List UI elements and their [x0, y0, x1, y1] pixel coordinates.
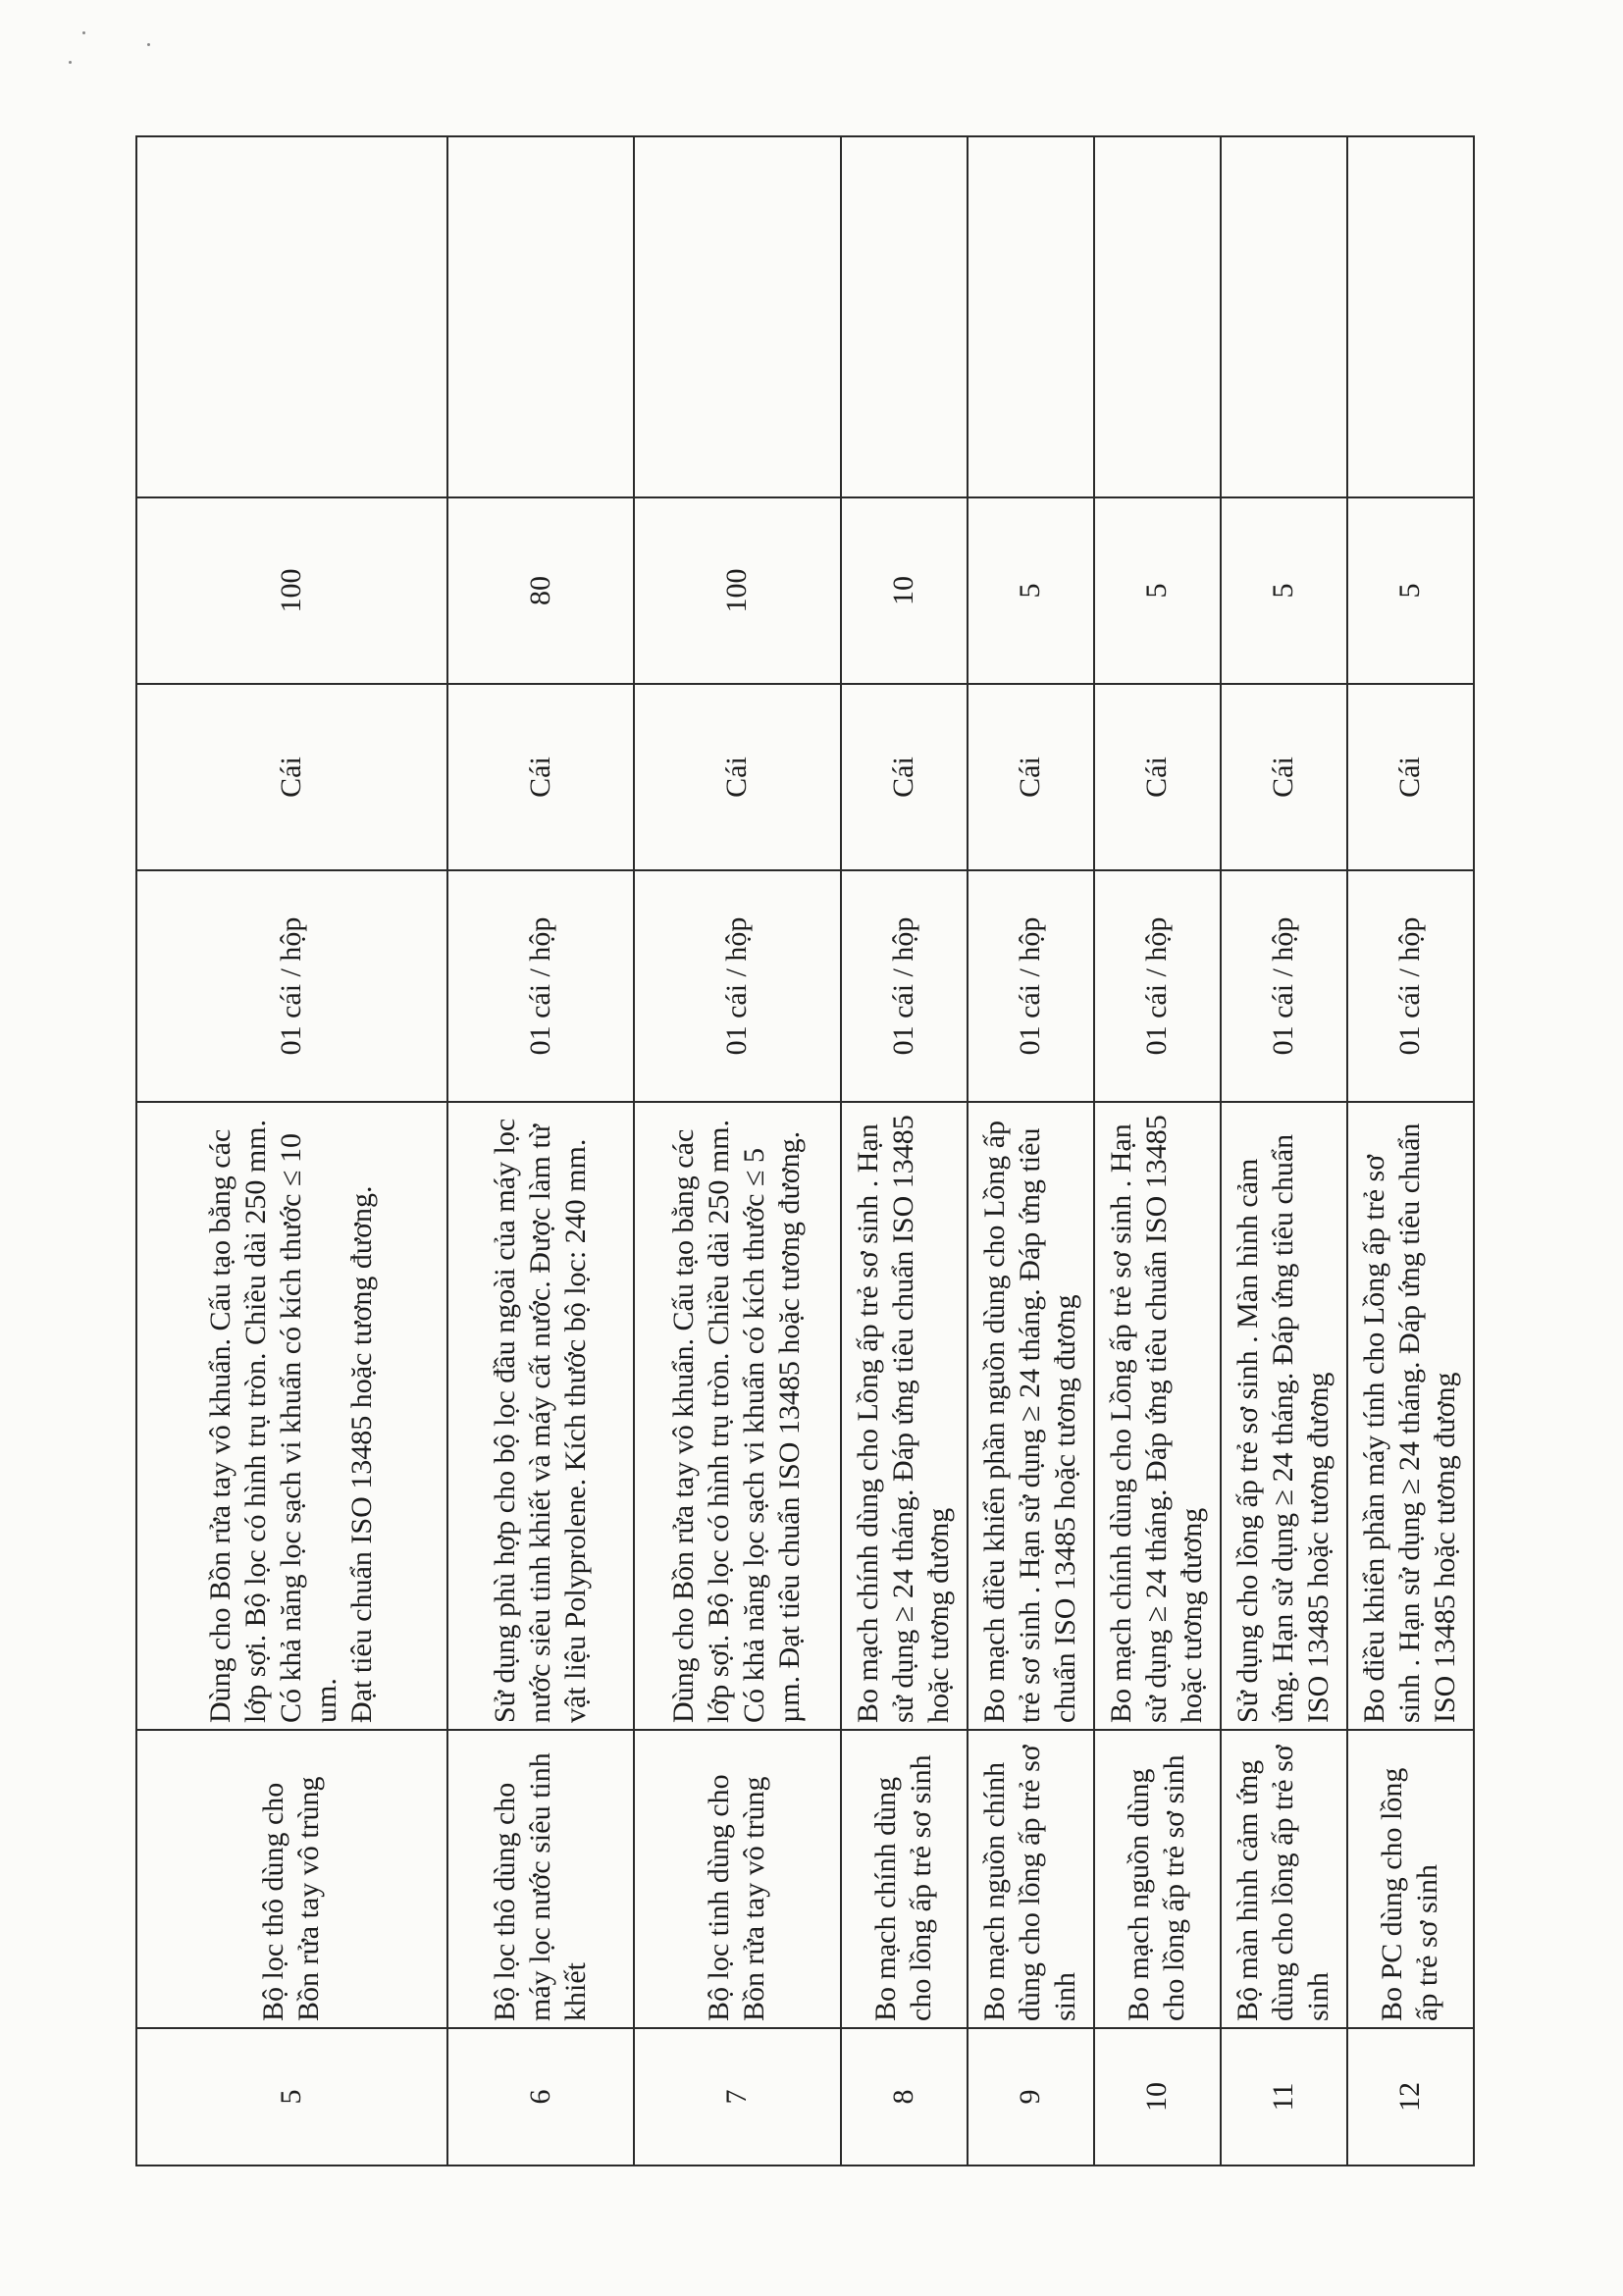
item-name: Bo mạch chính dùng cho lồng ấp trẻ sơ sinh — [841, 1730, 968, 2028]
item-name: Bộ màn hình cảm ứng dùng cho lồng ấp trẻ sơ sinh — [1221, 1730, 1347, 2028]
unit: Cái — [136, 684, 447, 870]
table-row — [841, 136, 968, 2166]
item-name: Bo PC dùng cho lồng ấp trẻ sơ sinh — [1347, 1730, 1474, 2028]
table-row — [447, 136, 634, 2166]
item-description — [447, 1102, 634, 1730]
quantity: 100 — [136, 497, 447, 684]
packaging: 01 cái / hộp — [1094, 870, 1221, 1102]
unit: Cái — [1221, 684, 1347, 870]
quantity: 10 — [841, 497, 968, 684]
description-paragraph: Bo điều khiển phần máy tính cho Lồng ấp trẻ sơ sinh . Hạn sử dụng ≥ 24 tháng. Đáp ứng tiêu chuẩn ISO 13485 hoặc tương đương — [1358, 1122, 1462, 1723]
row-number: 9 — [968, 2028, 1094, 2166]
table-row — [1094, 136, 1221, 2166]
packaging: 01 cái / hộp — [968, 870, 1094, 1102]
description-paragraph: Bo mạch chính dùng cho Lồng ấp trẻ sơ sinh . Hạn sử dụng ≥ 24 tháng. Đáp ứng tiêu chuẩn ISO 13485 hoặc tương đương — [852, 1115, 956, 1723]
note — [968, 136, 1094, 497]
specification-table — [135, 135, 1475, 2166]
note — [841, 136, 968, 497]
packaging: 01 cái / hộp — [1347, 870, 1474, 1102]
description-paragraph: Dùng cho Bồn rửa tay vô khuẩn. Cấu tạo bằng các lớp sợi. Bộ lọc có hình trụ tròn. Chiều dài 250 mm. Có khả năng lọc sạch vi khuẩn có kích thước ≤ 10 um. — [204, 1119, 343, 1723]
table-body — [136, 136, 1474, 2166]
item-name: Bo mạch nguồn dùng cho lồng ấp trẻ sơ sinh — [1094, 1730, 1221, 2028]
unit: Cái — [1094, 684, 1221, 870]
note — [447, 136, 634, 497]
table-row — [136, 136, 447, 2166]
row-number: 11 — [1221, 2028, 1347, 2166]
unit: Cái — [841, 684, 968, 870]
description-paragraph: Dùng cho Bồn rửa tay vô khuẩn. Cấu tạo bằng các lớp sợi. Bộ lọc có hình trụ tròn. Chiều dài 250 mm. Có khả năng lọc sạch vi khuẩn có kích thước ≤ 5 µm. Đạt tiêu chuẩn ISO 13485 hoặc tương đương. — [667, 1119, 807, 1723]
row-number: 10 — [1094, 2028, 1221, 2166]
item-description — [1221, 1102, 1347, 1730]
note — [136, 136, 447, 497]
quantity: 80 — [447, 497, 634, 684]
quantity: 5 — [1221, 497, 1347, 684]
quantity: 5 — [1094, 497, 1221, 684]
description-paragraph: Bo mạch điều khiển phần nguồn dùng cho Lồng ấp trẻ sơ sinh . Hạn sử dụng ≥ 24 tháng. Đáp ứng tiêu chuẩn ISO 13485 hoặc tương đương — [978, 1120, 1082, 1723]
scan-speck — [147, 43, 150, 46]
unit: Cái — [968, 684, 1094, 870]
row-number: 7 — [634, 2028, 841, 2166]
item-description — [841, 1102, 968, 1730]
unit: Cái — [634, 684, 841, 870]
item-description — [634, 1102, 841, 1730]
row-number: 6 — [447, 2028, 634, 2166]
packaging: 01 cái / hộp — [841, 870, 968, 1102]
packaging: 01 cái / hộp — [447, 870, 634, 1102]
unit: Cái — [447, 684, 634, 870]
note — [1221, 136, 1347, 497]
packaging: 01 cái / hộp — [136, 870, 447, 1102]
packaging: 01 cái / hộp — [634, 870, 841, 1102]
table-row — [1347, 136, 1474, 2166]
packaging: 01 cái / hộp — [1221, 870, 1347, 1102]
row-number: 8 — [841, 2028, 968, 2166]
description-paragraph: Sử dụng cho lồng ấp trẻ sơ sinh . Màn hình cảm ứng. Hạn sử dụng ≥ 24 tháng. Đáp ứng tiêu chuẩn ISO 13485 hoặc tương đương — [1231, 1133, 1335, 1723]
item-name: Bộ lọc thô dùng cho máy lọc nước siêu tinh khiết — [447, 1730, 634, 2028]
description-paragraph: Đạt tiêu chuẩn ISO 13485 hoặc tương đương. — [345, 1185, 379, 1723]
rotated-page — [135, 137, 1475, 2166]
item-description — [1094, 1102, 1221, 1730]
quantity: 5 — [1347, 497, 1474, 684]
row-number: 12 — [1347, 2028, 1474, 2166]
scan-speck — [69, 61, 72, 64]
scan-speck — [82, 31, 85, 34]
description-paragraph: Sử dụng phù hợp cho bộ lọc đầu ngoài của máy lọc nước siêu tinh khiết và máy cất nước. Được làm từ vật liệu Polyprolene. Kích thước bộ lọc: 240 mm. — [489, 1118, 593, 1723]
table-row — [968, 136, 1094, 2166]
quantity: 5 — [968, 497, 1094, 684]
unit: Cái — [1347, 684, 1474, 870]
note — [634, 136, 841, 497]
description-paragraph: Bo mạch chính dùng cho Lồng ấp trẻ sơ sinh . Hạn sử dụng ≥ 24 tháng. Đáp ứng tiêu chuẩn ISO 13485 hoặc tương đương — [1105, 1115, 1209, 1723]
note — [1347, 136, 1474, 497]
item-name: Bộ lọc thô dùng cho Bồn rửa tay vô trùng — [136, 1730, 447, 2028]
item-name: Bo mạch nguồn chính dùng cho lồng ấp trẻ sơ sinh — [968, 1730, 1094, 2028]
item-description — [136, 1102, 447, 1730]
item-name: Bộ lọc tinh dùng cho Bồn rửa tay vô trùng — [634, 1730, 841, 2028]
note — [1094, 136, 1221, 497]
quantity: 100 — [634, 497, 841, 684]
item-description — [1347, 1102, 1474, 1730]
row-number: 5 — [136, 2028, 447, 2166]
item-description — [968, 1102, 1094, 1730]
table-row — [1221, 136, 1347, 2166]
table-row — [634, 136, 841, 2166]
